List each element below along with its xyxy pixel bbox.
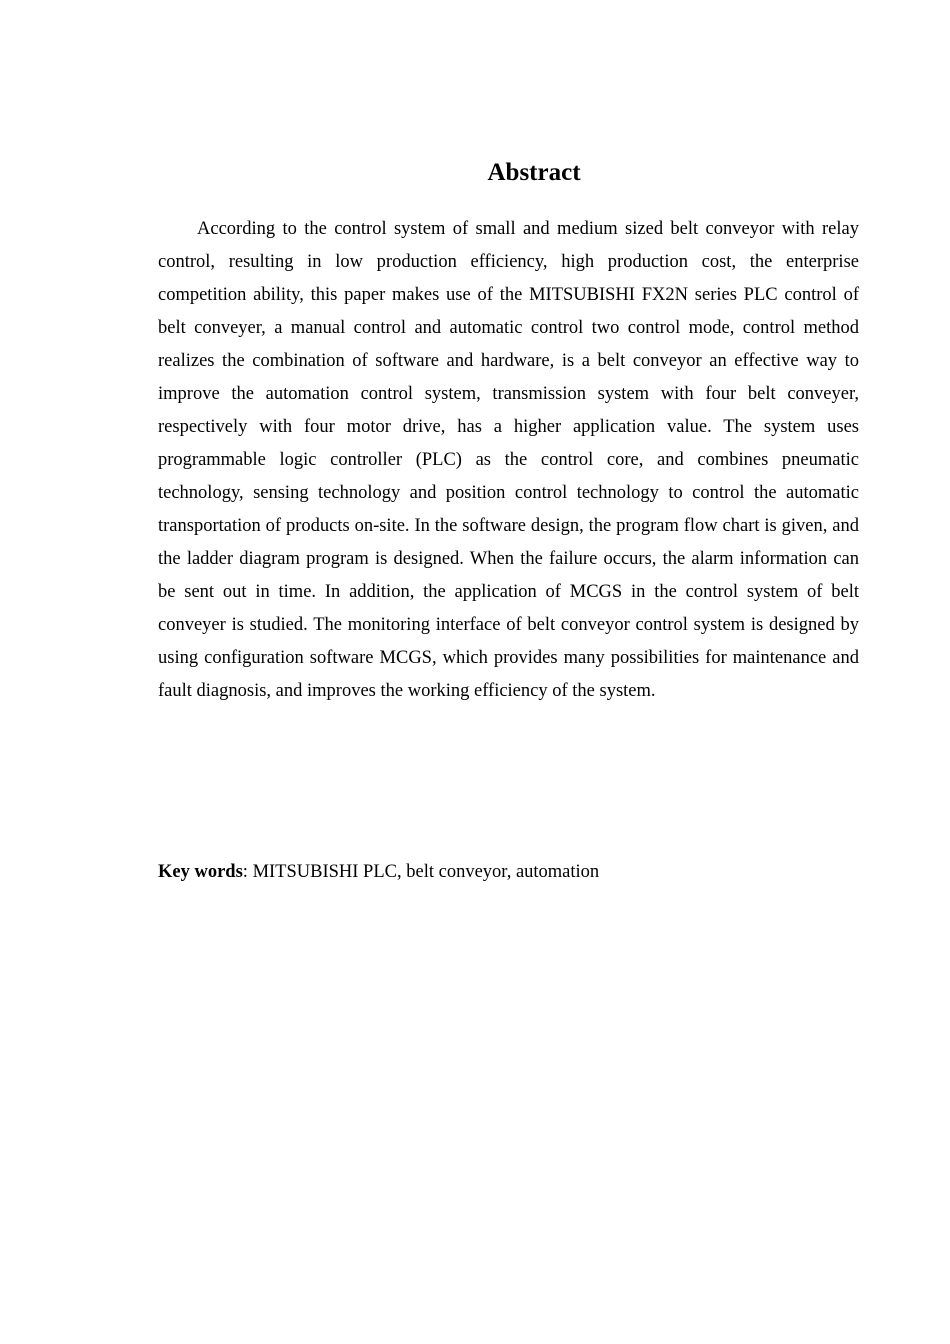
keywords-label: Key words xyxy=(158,862,243,882)
keywords-separator: : xyxy=(242,862,253,882)
abstract-body: According to the control system of small and medium sized belt conveyor with relay control, resulting in low production efficiency, high production cost, the enterprise competition ability, this paper makes use of the MITSUBISHI FX2N series PLC control of belt conveyer, a manual control and automatic control two control mode, control method realizes the combination of software and hardware, is a belt conveyor an effective way to improve the automation control system, transmission system with four belt conveyer, respectively with four motor drive, has a higher application value. The system uses programmable logic controller (PLC) as the control core, and combines pneumatic technology, sensing technology and position control technology to control the automatic transportation of products on-site. In the software design, the program flow chart is given, and the ladder diagram program is designed. When the failure occurs, the alarm information can be sent out in time. In addition, the application of MCGS in the control system of belt conveyer is studied. The monitoring interface of belt conveyor control system is designed by using configuration software MCGS, which provides many possibilities for maintenance and fault diagnosis, and improves the working efficiency of the system. xyxy=(158,219,859,701)
keywords-value: MITSUBISHI PLC, belt conveyor, automation xyxy=(252,862,600,882)
abstract-title: Abstract xyxy=(487,159,581,186)
keywords-line xyxy=(158,856,859,889)
